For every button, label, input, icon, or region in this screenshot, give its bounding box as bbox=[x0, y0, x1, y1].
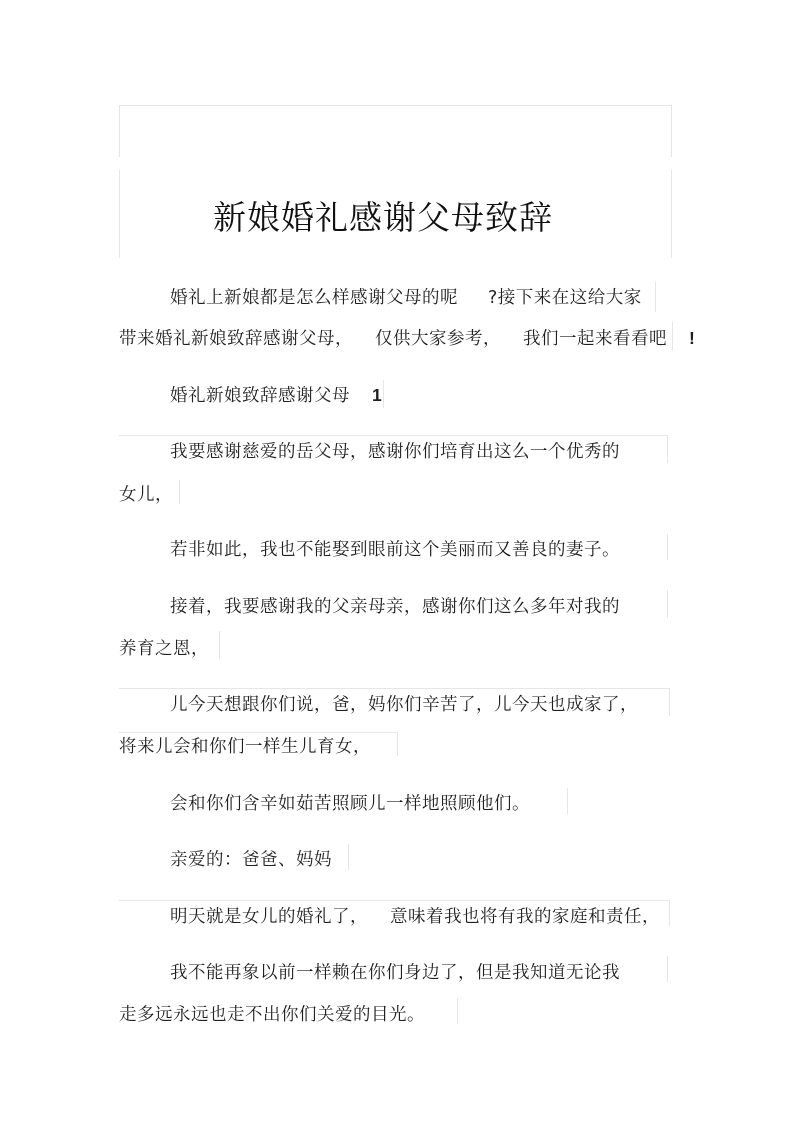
intro-text: ?接下来在这给大家 bbox=[488, 288, 642, 308]
scan-rule bbox=[397, 732, 398, 756]
paragraph-line: 我不能再象以前一样赖在你们身边了，但是我知道无论我 bbox=[170, 963, 620, 983]
scan-rule bbox=[667, 590, 668, 618]
intro-text: ! bbox=[689, 328, 696, 348]
section-heading-number: 1 bbox=[372, 385, 383, 405]
paragraph-line: 亲爱的：爸爸、妈妈 bbox=[170, 850, 332, 870]
scan-rule bbox=[669, 900, 670, 926]
paragraph-line: 会和你们含辛如茹苦照顾儿一样地照顾他们。 bbox=[170, 794, 530, 814]
scan-rule bbox=[179, 480, 180, 504]
section-heading-text: 婚礼新娘致辞感谢父母 bbox=[170, 386, 350, 406]
paragraph-text: 明天就是女儿的婚礼了， bbox=[170, 907, 368, 927]
paragraph-line: 走多远永远也走不出你们关爱的目光。 bbox=[119, 1005, 425, 1025]
intro-text: 婚礼上新娘都是怎么样感谢父母的呢 bbox=[170, 288, 458, 308]
intro-line-2 bbox=[119, 325, 695, 350]
scan-rule bbox=[655, 282, 656, 312]
scan-rule bbox=[119, 105, 120, 157]
paragraph-line bbox=[170, 903, 660, 928]
scan-rule bbox=[457, 998, 458, 1024]
intro-text: 仅供大家参考， bbox=[375, 329, 501, 349]
intro-text: 带来婚礼新娘致辞感谢父母， bbox=[119, 329, 353, 349]
scan-rule bbox=[669, 688, 670, 716]
paragraph-line: 我要感谢慈爱的岳父母，感谢你们培育出这么一个优秀的 bbox=[170, 442, 620, 462]
scan-rule bbox=[383, 380, 384, 408]
scan-rule bbox=[667, 534, 668, 560]
paragraph-line: 若非如此，我也不能娶到眼前这个美丽而又善良的妻子。 bbox=[170, 540, 620, 560]
paragraph-line: 儿今天想跟你们说，爸，妈你们辛苦了，儿今天也成家了， bbox=[170, 695, 638, 715]
paragraph-line: 养育之恩， bbox=[119, 639, 209, 659]
scan-rule bbox=[119, 105, 672, 106]
paragraph-line: 将来儿会和你们一样生儿育女， bbox=[119, 737, 371, 757]
paragraph-line: 女儿， bbox=[119, 485, 173, 505]
scan-rule bbox=[567, 788, 568, 814]
paragraph-text: 意味着我也将有我的家庭和责任， bbox=[390, 907, 660, 927]
section-heading bbox=[170, 382, 382, 407]
scan-rule bbox=[119, 688, 669, 689]
scan-rule bbox=[671, 105, 672, 157]
intro-text: 我们一起来看看吧 bbox=[523, 329, 667, 349]
intro-line-1 bbox=[170, 284, 642, 309]
scan-rule bbox=[348, 844, 349, 870]
scan-rule bbox=[119, 900, 669, 901]
scan-rule bbox=[119, 435, 667, 436]
page-title: 新娘婚礼感谢父母致辞 bbox=[213, 198, 553, 238]
scan-rule bbox=[667, 435, 668, 463]
scan-rule bbox=[219, 631, 220, 659]
paragraph-line: 接着，我要感谢我的父亲母亲，感谢你们这么多年对我的 bbox=[170, 597, 620, 617]
scan-rule bbox=[667, 956, 668, 982]
